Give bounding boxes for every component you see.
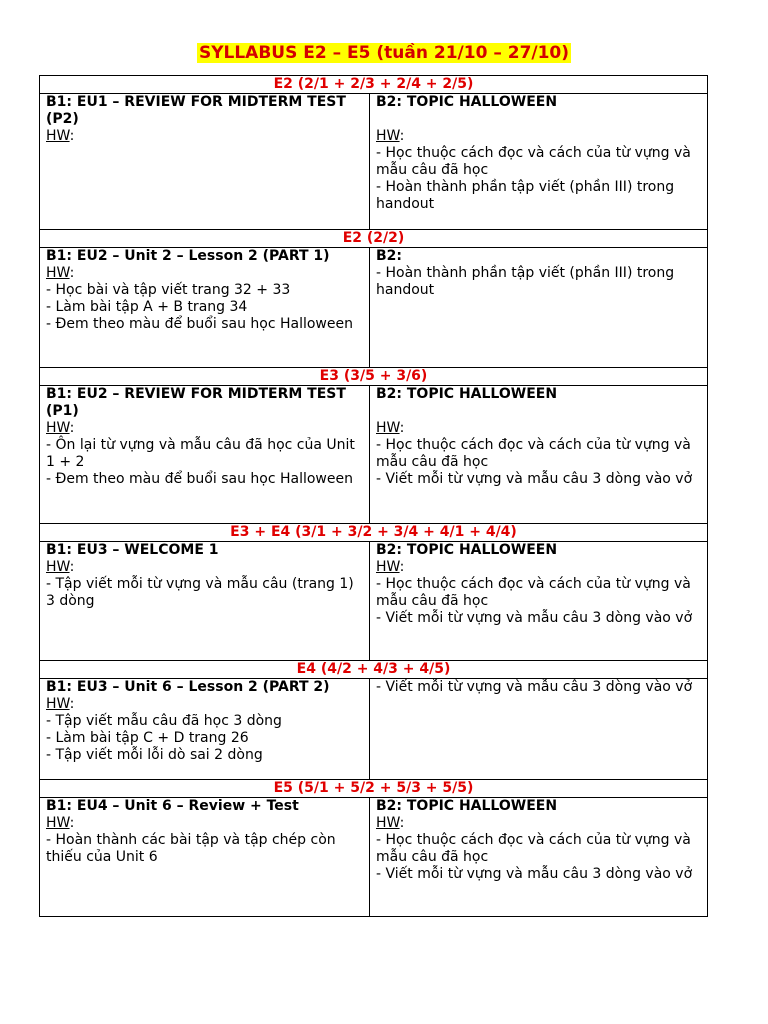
b1-heading: B1: EU3 – WELCOME 1 — [46, 542, 219, 558]
hw-label: HW: — [46, 265, 75, 281]
hw-label: HW: — [46, 128, 75, 144]
hw-label: HW: — [46, 696, 75, 712]
section-band — [40, 230, 708, 248]
hw-item: - Hoàn thành phần tập viết (phần III) trong handout — [376, 265, 675, 298]
hw-label: HW: — [376, 128, 405, 144]
syllabus-table — [39, 75, 708, 917]
hw-item: - Học thuộc cách đọc và cách của từ vựng và mẫu câu đã học — [376, 145, 691, 178]
b2-heading: B2: TOPIC HALLOWEEN — [376, 94, 558, 110]
b2-cell — [370, 94, 708, 230]
hw-item: - Đem theo màu để buổi sau học Halloween — [46, 471, 353, 487]
hw-label: HW: — [46, 815, 75, 831]
b1-cell — [40, 542, 370, 661]
page-title-text: SYLLABUS E2 – E5 (tuần 21/10 – 27/10) — [198, 43, 570, 63]
hw-item: - Học thuộc cách đọc và cách của từ vựng và mẫu câu đã học — [376, 576, 691, 609]
section-row — [40, 798, 708, 917]
hw-item: - Viết mỗi từ vựng và mẫu câu 3 dòng vào vở — [376, 866, 693, 882]
hw-label: HW: — [376, 559, 405, 575]
b1-cell — [40, 94, 370, 230]
section-band — [40, 524, 708, 542]
b2-cell — [370, 248, 708, 368]
hw-label: HW: — [376, 815, 405, 831]
b2-heading: B2: TOPIC HALLOWEEN — [376, 798, 558, 814]
b2-heading: B2: TOPIC HALLOWEEN — [376, 542, 558, 558]
section-band — [40, 780, 708, 798]
b1-heading: B1: EU3 – Unit 6 – Lesson 2 (PART 2) — [46, 679, 330, 695]
section-band — [40, 76, 708, 94]
hw-item: - Làm bài tập C + D trang 26 — [46, 730, 249, 746]
b2-cell — [370, 386, 708, 524]
hw-item: - Viết mỗi từ vựng và mẫu câu 3 dòng vào vở — [376, 471, 693, 487]
b1-cell — [40, 679, 370, 780]
hw-item: - Tập viết mỗi lỗi dò sai 2 dòng — [46, 747, 263, 763]
b2-heading: B2: — [376, 248, 403, 264]
b1-cell — [40, 248, 370, 368]
hw-item: - Hoàn thành các bài tập và tập chép còn thiếu của Unit 6 — [46, 832, 336, 865]
hw-item: - Đem theo màu để buổi sau học Halloween — [46, 316, 353, 332]
hw-item: - Hoàn thành phần tập viết (phần III) trong handout — [376, 179, 675, 212]
hw-item: - Tập viết mỗi từ vựng và mẫu câu (trang 1) 3 dòng — [46, 576, 354, 609]
b2-cell — [370, 679, 708, 780]
section-band-label: E3 (3/5 + 3/6) — [40, 368, 708, 386]
hw-item: - Tập viết mẫu câu đã học 3 dòng — [46, 713, 282, 729]
section-band-label: E5 (5/1 + 5/2 + 5/3 + 5/5) — [40, 780, 708, 798]
section-row — [40, 94, 708, 230]
section-band — [40, 661, 708, 679]
hw-label: HW: — [376, 420, 405, 436]
section-row — [40, 248, 708, 368]
b2-cell — [370, 798, 708, 917]
b1-cell — [40, 798, 370, 917]
section-row — [40, 679, 708, 780]
section-row — [40, 542, 708, 661]
section-band-label: E2 (2/1 + 2/3 + 2/4 + 2/5) — [40, 76, 708, 94]
section-band — [40, 368, 708, 386]
section-band-label: E3 + E4 (3/1 + 3/2 + 3/4 + 4/1 + 4/4) — [40, 524, 708, 542]
hw-item: - Viết mỗi từ vựng và mẫu câu 3 dòng vào vở — [376, 679, 693, 695]
b1-heading: B1: EU1 – REVIEW FOR MIDTERM TEST (P2) — [46, 94, 346, 127]
b1-heading: B1: EU2 – Unit 2 – Lesson 2 (PART 1) — [46, 248, 330, 264]
page-title — [0, 42, 768, 64]
section-band-label: E4 (4/2 + 4/3 + 4/5) — [40, 661, 708, 679]
b2-cell — [370, 542, 708, 661]
hw-item: - Ôn lại từ vựng và mẫu câu đã học của Unit 1 + 2 — [46, 437, 355, 470]
hw-item: - Học thuộc cách đọc và cách của từ vựng và mẫu câu đã học — [376, 437, 691, 470]
hw-item: - Học bài và tập viết trang 32 + 33 — [46, 282, 291, 298]
b1-heading: B1: EU4 – Unit 6 – Review + Test — [46, 798, 299, 814]
b1-cell — [40, 386, 370, 524]
hw-item: - Viết mỗi từ vựng và mẫu câu 3 dòng vào vở — [376, 610, 693, 626]
section-row — [40, 386, 708, 524]
hw-label: HW: — [46, 420, 75, 436]
hw-item: - Làm bài tập A + B trang 34 — [46, 299, 248, 315]
section-band-label: E2 (2/2) — [40, 230, 708, 248]
hw-label: HW: — [46, 559, 75, 575]
b1-heading: B1: EU2 – REVIEW FOR MIDTERM TEST (P1) — [46, 386, 346, 419]
hw-item: - Học thuộc cách đọc và cách của từ vựng và mẫu câu đã học — [376, 832, 691, 865]
b2-heading: B2: TOPIC HALLOWEEN — [376, 386, 558, 402]
